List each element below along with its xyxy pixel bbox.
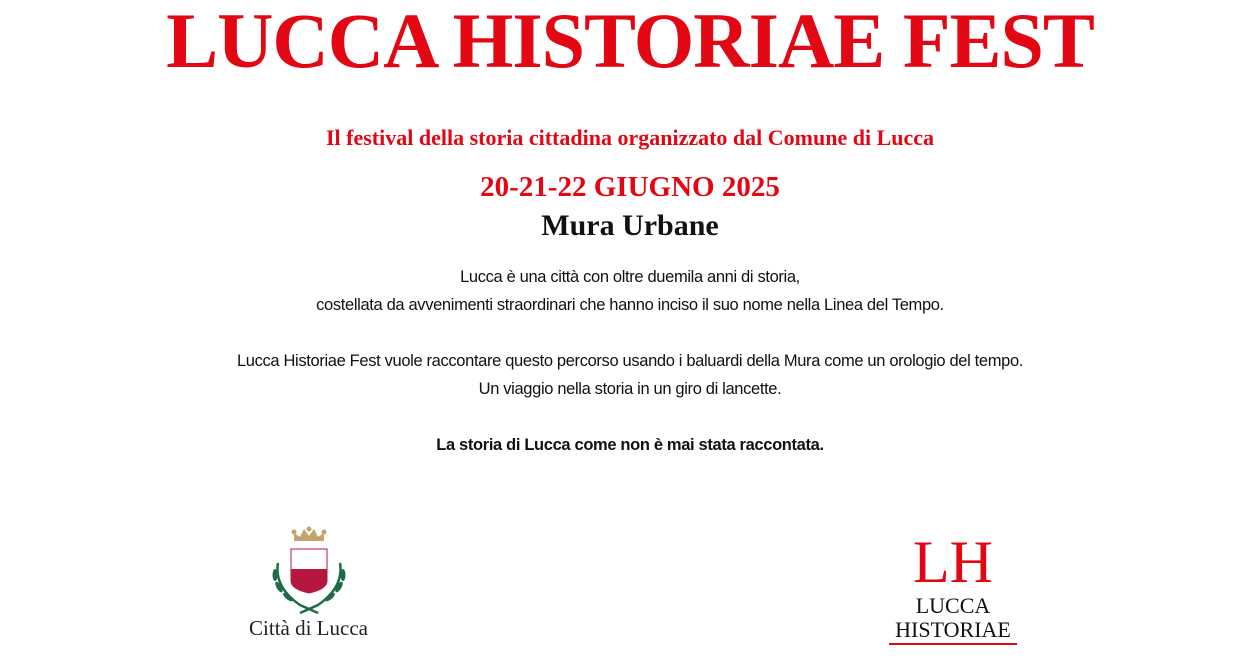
lucca-historiae-logo — [886, 530, 1020, 645]
logo-text-line: HISTORIAE — [895, 617, 1011, 642]
subtitle: Il festival della storia cittadina organizzato dal Comune di Lucca — [325, 125, 935, 150]
text-line: costellata da avvenimenti straordinari che hanno inciso il suo nome nella Linea del Tempo. — [316, 296, 944, 314]
city-logo-caption: Città di Lucca — [249, 616, 368, 640]
logo-underline — [889, 643, 1017, 645]
page-title: LUCCA HISTORIAE FEST — [166, 0, 1094, 84]
coat-of-arms-icon — [264, 525, 354, 615]
lh-monogram: LH — [913, 529, 993, 595]
event-dates: 20-21-22 GIUGNO 2025 — [480, 171, 780, 203]
tagline: La storia di Lucca come non è mai stata raccontata. — [436, 436, 824, 454]
text-line: Lucca è una città con oltre duemila anni di storia, — [460, 268, 800, 286]
event-venue: Mura Urbane — [541, 209, 719, 242]
text-line: Un viaggio nella storia in un giro di lancette. — [478, 380, 782, 398]
logo-text-line: LUCCA — [915, 593, 991, 618]
citta-di-lucca-logo — [236, 525, 381, 641]
text-line: Lucca Historiae Fest vuole raccontare questo percorso usando i baluardi della Mura come un orologio del tempo. — [236, 352, 1024, 370]
description-paragraph — [0, 347, 1242, 403]
intro-paragraph — [0, 263, 1242, 319]
